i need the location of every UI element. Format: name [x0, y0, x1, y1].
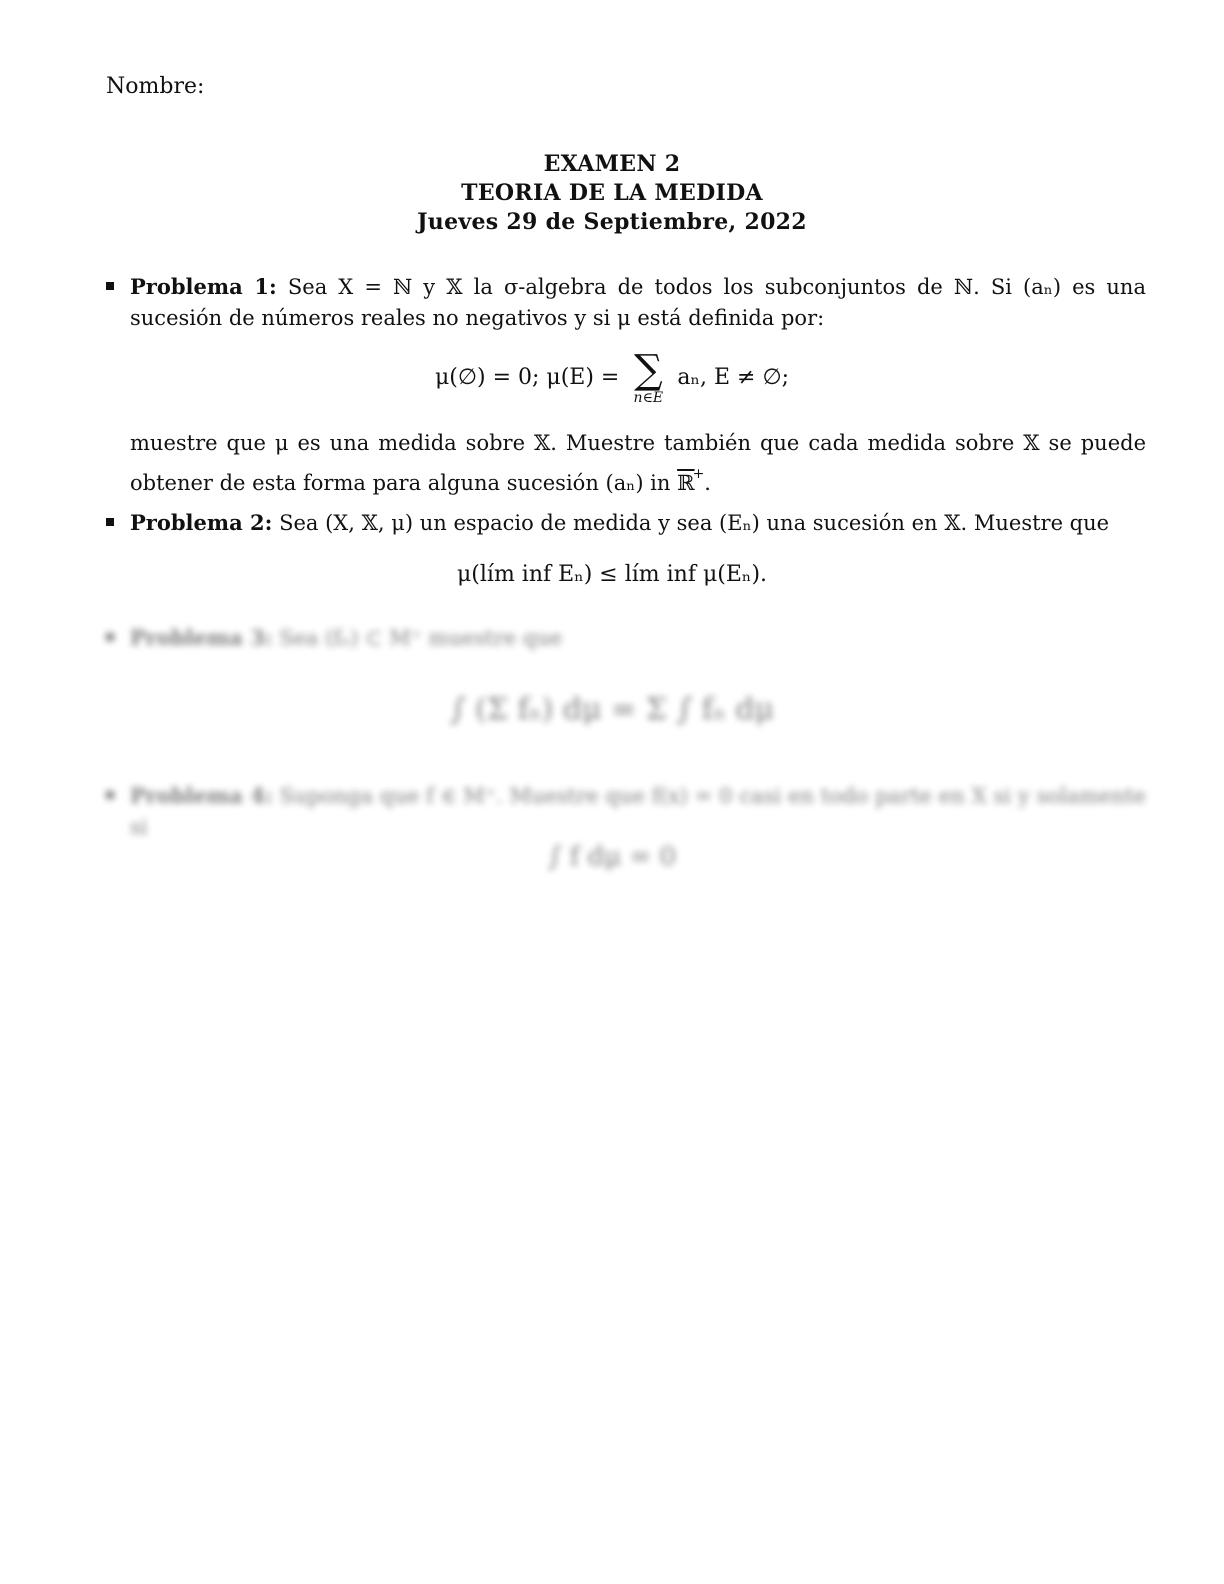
problem-4 [106, 780, 1146, 843]
bullet-icon [106, 633, 114, 641]
problem-2 [106, 507, 1146, 539]
bullet-icon [106, 791, 114, 799]
formula-1-left: μ(∅) = 0; μ(E) = [434, 365, 620, 390]
problem-1 [106, 271, 1146, 334]
name-label: Nombre: [106, 74, 205, 99]
problem-1-outro-text: muestre que μ es una medida sobre 𝕏. Muestre también que cada medida sobre 𝕏 se puede obtener de esta forma para alguna sucesión (aₙ) in [130, 431, 1146, 495]
problem-3-formula: ∫ (Σ fₙ) dμ = Σ ∫ fₙ dμ [449, 692, 775, 727]
formula-1-right: aₙ, E ≠ ∅; [677, 365, 790, 390]
problem-4-formula: ∫ f dμ = 0 [547, 842, 677, 872]
bullet-icon [106, 282, 114, 290]
problem-1-formula [0, 347, 1224, 406]
problem-1-label: Problema 1: [130, 274, 277, 299]
problem-2-intro: Sea (X, 𝕏, μ) un espacio de medida y sea (Eₙ) una sucesión en 𝕏. Muestre que [279, 511, 1110, 535]
problem-2-text [130, 507, 1146, 539]
course-title: TEORIA DE LA MEDIDA [461, 180, 763, 206]
problem-4-label: Problema 4: [130, 783, 273, 808]
problem-3 [106, 622, 1146, 654]
sum-subscript: n∈E [633, 390, 664, 406]
sigma-icon: ∑ [634, 347, 663, 393]
problem-4-intro: Suponga que f ∈ M⁺. Muestre que f(x) = 0 casi en todo parte en X si y solamente si [130, 784, 1146, 839]
problem-4-text [130, 780, 1146, 843]
problem-2-formula: μ(lím inf Eₙ) ≤ lím inf μ(Eₙ). [456, 562, 768, 587]
extended-reals-sup: + [692, 466, 705, 482]
problem-1-outro-end: . [704, 471, 711, 495]
problem-3-intro: Sea (fₙ) ⊂ M⁺ muestre que [279, 626, 563, 650]
problem-2-label: Problema 2: [130, 510, 273, 535]
problem-3-label: Problema 3: [130, 625, 273, 650]
problem-1-text [130, 271, 1146, 334]
extended-reals-symbol: ℝ [677, 471, 695, 495]
problem-3-text [130, 622, 1146, 654]
exam-title: EXAMEN 2 [543, 151, 681, 177]
exam-date: Jueves 29 de Septiembre, 2022 [417, 209, 807, 235]
problem-1-intro: Sea X = ℕ y 𝕏 la σ-algebra de todos los subconjuntos de ℕ. Si (aₙ) es una sucesión de números reales no negativos y si μ está definida por: [130, 275, 1146, 330]
problem-1-outro [106, 428, 1146, 499]
exam-header [0, 150, 1224, 237]
bullet-icon [106, 518, 114, 526]
sum-operator [626, 347, 670, 406]
